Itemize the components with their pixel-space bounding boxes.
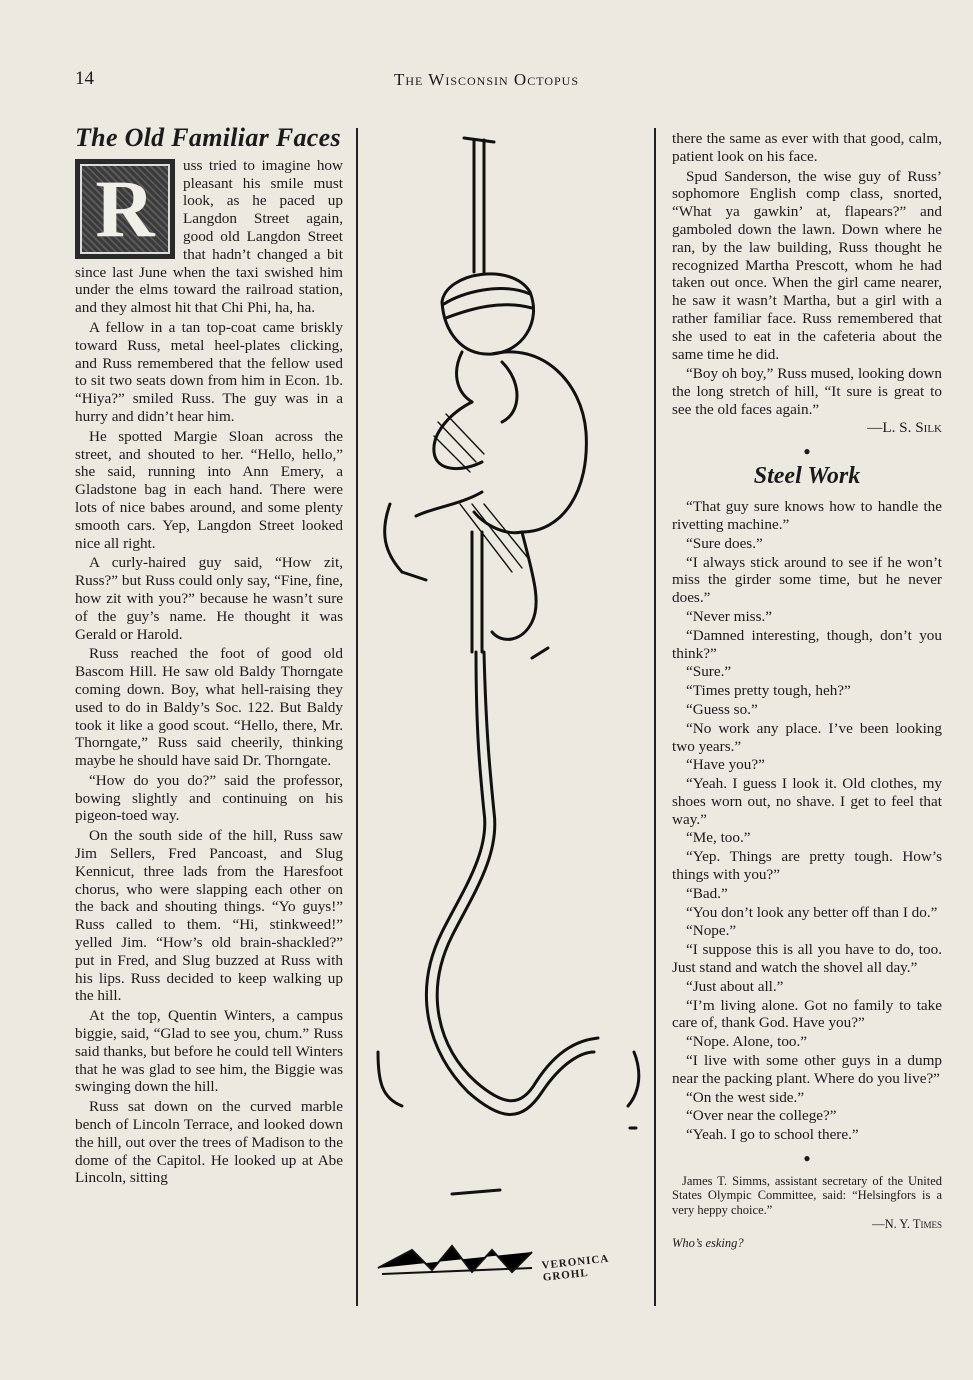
- dialogue-line: “I’m living alone. Got no family to take care of, thank God. Have you?”: [672, 996, 942, 1032]
- dialogue-line: “Never miss.”: [686, 607, 773, 625]
- steel-work-dialogue: [672, 498, 942, 1144]
- dialogue-line: “I always stick around to see if he won’t miss the girder some time, but he never does.”: [672, 553, 942, 607]
- page-number: 14: [75, 68, 94, 89]
- paragraph: there the same as ever with that good, calm, patient look on his face.: [672, 130, 942, 165]
- dialogue-line: “Times pretty tough, heh?”: [686, 682, 851, 700]
- article-byline: —L. S. Silk: [867, 418, 942, 436]
- paragraph: A fellow in a tan top-coat came briskly toward Russ, metal heel-plates clicking, and Russ remembered that the fellow used to sit two seats down from him in Econ. 1b. “Hiya?” smiled Russ. The guy was in a hurry and didn’t hear him.: [75, 318, 343, 425]
- dialogue-line: “You don’t look any better off than I do.”: [686, 903, 938, 921]
- paragraph: “Boy oh boy,” Russ mused, looking down the long stretch of hill, “It sure is great to see the old faces again.”: [672, 365, 942, 418]
- illustration-drawing: [372, 132, 652, 1312]
- filler-source: —N. Y. Times: [872, 1217, 942, 1232]
- dialogue-line: “Damned interesting, though, don’t you think?”: [672, 626, 942, 662]
- paragraph: “How do you do?” said the professor, bowing slightly and continuing on his pigeon-toed way.: [75, 771, 343, 825]
- page-header: [0, 68, 973, 98]
- filler-text: James T. Simms, assistant secretary of the United States Olympic Committee, said: “Helsingfors is a very heppy choice.”: [672, 1173, 942, 1217]
- dialogue-line: “Have you?”: [686, 756, 765, 774]
- paragraph: On the south side of the hill, Russ saw Jim Sellers, Fred Pancoast, and Slug Kennicut, three lads from the Haresfoot chorus, who were slapping each other on the back and shouting things. “Yo guys!” Russ called to them. “Hi, stinkweed!” yelled Jim. “How’s old brain-shackled?” put in Fred, and Slug buzzed at Russ with his lips. Russ decided to keep walking up the hill.: [75, 827, 343, 1005]
- dialogue-line: “Sure does.”: [686, 534, 763, 552]
- artist-signature: VERONICA GROHL: [541, 1252, 610, 1284]
- separator-dot: ●: [803, 443, 811, 458]
- dialogue-line: “On the west side.”: [686, 1088, 805, 1106]
- dialogue-line: “Nope. Alone, too.”: [686, 1033, 808, 1051]
- dialogue-line: “Over near the college?”: [686, 1107, 837, 1125]
- dialogue-line: “Sure.”: [686, 663, 732, 681]
- separator-dot: ●: [803, 1151, 811, 1166]
- dialogue-line: “Nope.”: [686, 922, 737, 940]
- paragraph: He spotted Margie Sloan across the street, and shouted to her. “Hello, hello,” she said, running into Ann Emery, a Gladstone bag in each hand. There were lots of nice babes around, and some plenty smooth cars. Yep, Langdon Street looked nice all right.: [75, 427, 343, 552]
- filler-note: [672, 1174, 942, 1251]
- article-title: Steel Work: [753, 463, 861, 490]
- article-title: The Old Familiar Faces: [75, 123, 341, 152]
- dialogue-line: “Just about all.”: [686, 977, 784, 995]
- dialogue-line: “Bad.”: [686, 884, 728, 902]
- dialogue-line: “Yeah. I guess I look it. Old clothes, my shoes worn out, no shave. I get to feel that way.”: [672, 775, 942, 828]
- dialogue-line: “I suppose this is all you have to do, too. Just stand and watch the shovel all day.”: [672, 941, 942, 977]
- dialogue-line: “Yep. Things are pretty tough. How’s things with you?”: [672, 848, 942, 884]
- article-old-faces: [75, 125, 343, 1187]
- paragraph: Russ sat down on the curved marble bench of Lincoln Terrace, and looked down the hill, out over the trees of Madison to the dome of the Capitol. He looked up at Abe Lincoln, sitting: [75, 1098, 343, 1187]
- dialogue-line: “Guess so.”: [686, 700, 758, 718]
- column-rule-left: [356, 128, 358, 1306]
- dropcap-letter: R: [95, 162, 155, 254]
- dialogue-line: “I live with some other guys in a dump near the packing plant. Where do you live?”: [672, 1052, 942, 1087]
- paragraph: At the top, Quentin Winters, a campus biggie, said, “Glad to see you, chum.” Russ said thanks, but before he could tell Winters that he was glad to see him, the Biggie was swinging down the hill.: [75, 1007, 343, 1096]
- rope-climber-illustration: [372, 132, 652, 1312]
- right-column: [672, 130, 942, 1250]
- dialogue-line: “Yeah. I go to school there.”: [686, 1126, 859, 1144]
- dialogue-line: “That guy sure knows how to handle the rivetting machine.”: [672, 498, 942, 533]
- paragraph: Russ reached the foot of good old Bascom Hill. He saw old Baldy Thorngate coming down. Boy, what hell-raising they used to do in Baldy’s Soc. 122. But Baldy took it like a good scout. “Hello, there, Mr. Thorngate,” Russ said cheerily, thinking maybe he should have said Dr. Thorngate.: [75, 645, 343, 770]
- dialogue-line: “No work any place. I’ve been looking two years.”: [672, 719, 942, 755]
- paragraph: A curly-haired guy said, “How zit, Russ?” but Russ could only say, “Fine, fine, how zit with you?” because he wasn’t sure of the guy’s name. He thought it was Gerald or Harold.: [75, 554, 343, 643]
- magazine-title: The Wisconsin Octopus: [393, 70, 580, 89]
- filler-tagline: Who’s esking?: [672, 1235, 744, 1250]
- dialogue-line: “Me, too.”: [686, 829, 751, 847]
- column-rule-right: [654, 128, 656, 1306]
- paragraph: Spud Sanderson, the wise guy of Russ’ sophomore English comp class, snorted, “What ya gawkin’ at, flapears?” and gamboled down the lawn. Down where he ran, by the law building, Russ thought he recognized Martha Prescott, whom he had taken out once. When the girl came nearer, he saw it wasn’t Martha, but a girl with a rather familiar face. Russ remembered that she used to eat in the cafeteria about the same time he did.: [672, 167, 942, 363]
- paragraph: uss tried to imagine how pleasant his smile must look, as he paced up Langdon Street again, good old Langdon Street that hadn’t changed a bit since last June when the taxi swished him under the elms toward the railroad station, and they almost hit that Chi Phi, ha, ha.: [75, 156, 343, 317]
- ornate-dropcap: [75, 159, 175, 259]
